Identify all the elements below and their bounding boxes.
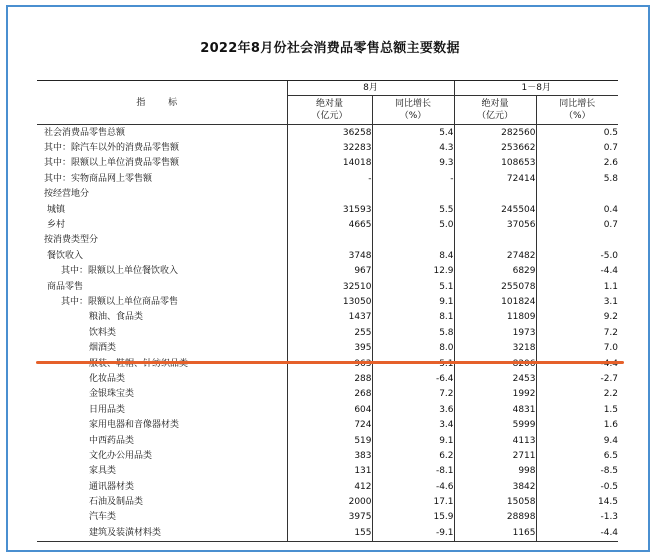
ytd-yoy-value: 0.5	[536, 125, 618, 141]
row-label: 汽车类	[89, 512, 117, 523]
month-abs-value: 3748	[287, 248, 372, 263]
row-label: 金银珠宝类	[89, 389, 135, 400]
ytd-abs-value: 2453	[454, 371, 536, 386]
table-row	[37, 479, 618, 494]
ytd-group-header: 1－8月	[454, 81, 618, 96]
table-row	[37, 340, 618, 355]
row-label: 社会消费品零售总额	[44, 127, 126, 138]
row-label: 通讯器材类	[89, 481, 135, 492]
table-row	[37, 156, 618, 171]
table-row	[37, 464, 618, 479]
ytd-yoy-value	[536, 233, 618, 248]
yoy-unit: （%）	[563, 111, 591, 121]
ytd-yoy-value: 2.6	[536, 156, 618, 171]
month-abs-header	[287, 96, 372, 125]
row-label: 餐饮收入	[47, 250, 84, 261]
row-label: 日用品类	[89, 404, 126, 415]
ytd-yoy-value: 9.2	[536, 310, 618, 325]
ytd-abs-value: 4113	[454, 433, 536, 448]
month-abs-value: 268	[287, 387, 372, 402]
month-abs-value: 4665	[287, 217, 372, 232]
month-yoy-value: 8.4	[372, 248, 454, 263]
ytd-yoy-value: 3.1	[536, 294, 618, 309]
table-row	[37, 279, 618, 294]
row-label: 其中：限额以上单位餐饮收入	[61, 266, 179, 277]
table-row	[37, 187, 618, 202]
month-yoy-value: 9.1	[372, 433, 454, 448]
month-yoy-value	[372, 187, 454, 202]
row-label: 商品零售	[47, 281, 84, 292]
month-abs-value: 288	[287, 371, 372, 386]
ytd-yoy-value: 7.0	[536, 340, 618, 355]
table-row	[37, 510, 618, 525]
month-yoy-value: 15.9	[372, 510, 454, 525]
ytd-yoy-value: 14.5	[536, 494, 618, 509]
ytd-abs-value: 28898	[454, 510, 536, 525]
month-abs-value: 3975	[287, 510, 372, 525]
month-yoy-value: 6.2	[372, 448, 454, 463]
table-row	[37, 294, 618, 309]
ytd-abs-value: 998	[454, 464, 536, 479]
row-label: 按消费类型分	[44, 235, 99, 246]
abs-label: 绝对量	[481, 99, 509, 109]
row-label: 烟酒类	[89, 343, 117, 354]
month-abs-value: 967	[287, 264, 372, 279]
table-row	[37, 264, 618, 279]
ytd-yoy-value: -8.5	[536, 464, 618, 479]
month-abs-value: 131	[287, 464, 372, 479]
ytd-abs-value: 101824	[454, 294, 536, 309]
table-row	[37, 371, 618, 386]
month-abs-value: 32510	[287, 279, 372, 294]
month-yoy-value: 5.1	[372, 279, 454, 294]
month-yoy-value: 4.3	[372, 140, 454, 155]
row-label: 石油及制品类	[89, 497, 144, 508]
ytd-abs-value: 11809	[454, 310, 536, 325]
ytd-abs-value: 4831	[454, 402, 536, 417]
month-yoy-value: 9.1	[372, 294, 454, 309]
row-label: 其中：限额以上单位消费品零售额	[44, 158, 180, 169]
ytd-yoy-value: 5.8	[536, 171, 618, 186]
month-abs-value: 383	[287, 448, 372, 463]
month-yoy-value: 8.1	[372, 310, 454, 325]
abs-unit: （亿元）	[311, 111, 348, 121]
ytd-abs-value: 1165	[454, 525, 536, 541]
month-abs-value: 604	[287, 402, 372, 417]
yoy-label: 同比增长	[559, 99, 596, 109]
ytd-yoy-value: 9.4	[536, 433, 618, 448]
month-abs-value: 155	[287, 525, 372, 541]
ytd-abs-value: 2711	[454, 448, 536, 463]
table-row	[37, 233, 618, 248]
ytd-yoy-value: 1.1	[536, 279, 618, 294]
row-label: 其中：限额以上单位商品零售	[61, 296, 179, 307]
ytd-abs-value: 255078	[454, 279, 536, 294]
month-abs-value: 724	[287, 417, 372, 432]
month-yoy-value: 5.8	[372, 325, 454, 340]
row-label: 乡村	[47, 220, 66, 231]
table-body	[37, 125, 618, 542]
month-abs-value: 32283	[287, 140, 372, 155]
highlight-underline	[36, 361, 624, 364]
abs-label: 绝对量	[315, 99, 343, 109]
month-abs-value: 31593	[287, 202, 372, 217]
data-table	[37, 80, 618, 542]
ytd-yoy-value: 0.7	[536, 217, 618, 232]
row-label: 家用电器和音像器材类	[89, 420, 180, 431]
ytd-abs-value: 1992	[454, 387, 536, 402]
abs-unit: （亿元）	[477, 111, 514, 121]
row-label: 城镇	[47, 204, 66, 215]
table-row	[37, 248, 618, 263]
month-abs-value: 13050	[287, 294, 372, 309]
ytd-abs-value: 15058	[454, 494, 536, 509]
month-yoy-value: 5.4	[372, 125, 454, 141]
table-row	[37, 402, 618, 417]
table-row	[37, 171, 618, 186]
month-yoy-value: -	[372, 171, 454, 186]
page-title: 2022年8月份社会消费品零售总额主要数据	[200, 41, 460, 56]
row-label: 中西药品类	[89, 435, 135, 446]
month-yoy-value: 12.9	[372, 264, 454, 279]
month-yoy-value: 5.0	[372, 217, 454, 232]
row-label: 其中：实物商品网上零售额	[44, 173, 153, 184]
yoy-unit: （%）	[399, 111, 427, 121]
ytd-abs-value: 6829	[454, 264, 536, 279]
ytd-abs-value	[454, 233, 536, 248]
ytd-yoy-value	[536, 187, 618, 202]
month-abs-value	[287, 233, 372, 248]
ytd-abs-header	[454, 96, 536, 125]
month-abs-value: 519	[287, 433, 372, 448]
ytd-yoy-value: -4.4	[536, 525, 618, 541]
table-row	[37, 202, 618, 217]
ytd-abs-value: 108653	[454, 156, 536, 171]
table-row	[37, 448, 618, 463]
month-yoy-value: 5.5	[372, 202, 454, 217]
month-abs-value: 255	[287, 325, 372, 340]
ytd-abs-value: 245504	[454, 202, 536, 217]
row-label: 文化办公用品类	[89, 450, 153, 461]
table-row	[37, 494, 618, 509]
month-yoy-value	[372, 233, 454, 248]
ytd-yoy-value: 0.7	[536, 140, 618, 155]
ytd-yoy-value: -2.7	[536, 371, 618, 386]
yoy-label: 同比增长	[395, 99, 432, 109]
month-abs-value	[287, 187, 372, 202]
ytd-yoy-value: -5.0	[536, 248, 618, 263]
ytd-yoy-header	[536, 96, 618, 125]
month-abs-value: 14018	[287, 156, 372, 171]
ytd-yoy-value: 1.6	[536, 417, 618, 432]
month-yoy-value: 7.2	[372, 387, 454, 402]
table-row	[37, 217, 618, 232]
ytd-yoy-value: -1.3	[536, 510, 618, 525]
row-label: 粮油、食品类	[89, 312, 144, 323]
month-yoy-value: -4.6	[372, 479, 454, 494]
ytd-yoy-value: -4.4	[536, 264, 618, 279]
row-label: 家具类	[89, 466, 117, 477]
ytd-yoy-value: 2.2	[536, 387, 618, 402]
month-yoy-value: -9.1	[372, 525, 454, 541]
ytd-abs-value: 27482	[454, 248, 536, 263]
month-abs-value: 2000	[287, 494, 372, 509]
ytd-yoy-value: 1.5	[536, 402, 618, 417]
row-label: 饮料类	[89, 327, 117, 338]
ytd-abs-value	[454, 187, 536, 202]
table-row	[37, 140, 618, 155]
table-row	[37, 525, 618, 541]
ytd-abs-value: 253662	[454, 140, 536, 155]
month-yoy-value: 3.6	[372, 402, 454, 417]
month-abs-value: 412	[287, 479, 372, 494]
month-abs-value: 36258	[287, 125, 372, 141]
month-group-header: 8月	[287, 81, 454, 96]
indicator-header: 指 标	[37, 81, 287, 125]
month-yoy-value: 8.0	[372, 340, 454, 355]
ytd-abs-value: 3218	[454, 340, 536, 355]
ytd-yoy-value: 7.2	[536, 325, 618, 340]
month-yoy-value: 3.4	[372, 417, 454, 432]
ytd-yoy-value: 6.5	[536, 448, 618, 463]
table-row	[37, 417, 618, 432]
month-yoy-value: 9.3	[372, 156, 454, 171]
ytd-abs-value: 1973	[454, 325, 536, 340]
row-label: 化妆品类	[89, 373, 126, 384]
table-row	[37, 310, 618, 325]
ytd-abs-value: 3842	[454, 479, 536, 494]
month-yoy-value: 17.1	[372, 494, 454, 509]
month-yoy-value: -6.4	[372, 371, 454, 386]
ytd-abs-value: 282560	[454, 125, 536, 141]
ytd-abs-value: 37056	[454, 217, 536, 232]
month-yoy-header	[372, 96, 454, 125]
ytd-yoy-value: -0.5	[536, 479, 618, 494]
month-abs-value: 395	[287, 340, 372, 355]
row-label: 按经营地分	[44, 189, 90, 200]
row-label: 其中：除汽车以外的消费品零售额	[44, 143, 180, 154]
ytd-abs-value: 72414	[454, 171, 536, 186]
row-label: 建筑及装潢材料类	[37, 525, 287, 541]
ytd-abs-value: 5999	[454, 417, 536, 432]
table-row	[37, 387, 618, 402]
table-row	[37, 433, 618, 448]
ytd-yoy-value: 0.4	[536, 202, 618, 217]
month-abs-value: -	[287, 171, 372, 186]
month-abs-value: 1437	[287, 310, 372, 325]
table-row	[37, 125, 618, 141]
month-yoy-value: -8.1	[372, 464, 454, 479]
table-row	[37, 325, 618, 340]
